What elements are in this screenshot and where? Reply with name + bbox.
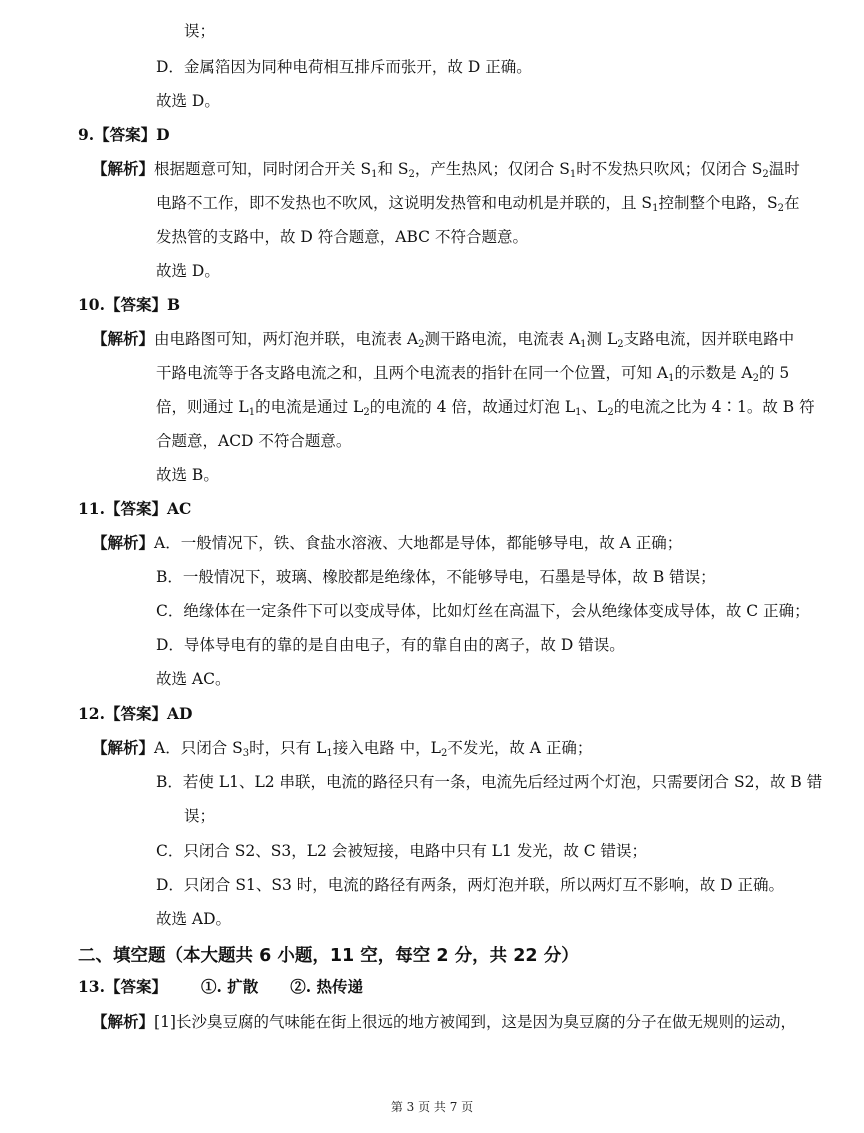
q9-analysis-line-1 xyxy=(92,158,800,180)
text: 接入电路 中，L xyxy=(332,739,441,757)
q10-analysis-line-4: 合题意，ACD 不符合题意。 xyxy=(156,432,352,450)
q9-analysis-line-2 xyxy=(156,192,799,214)
q11-option-b: B．一般情况下，玻璃、橡胶都是绝缘体，不能够导电，石墨是导体，故 B 错误； xyxy=(156,568,716,586)
q11-option-a xyxy=(92,532,682,554)
text: 的示数是 A xyxy=(674,364,753,382)
q10-analysis-tag: 【解析】 xyxy=(92,329,155,348)
q10-analysis-line-3 xyxy=(156,396,815,418)
page-footer: 第 3 页 共 7 页 xyxy=(390,1100,474,1114)
text: 温时 xyxy=(768,160,800,178)
q11-option-d: D．导体导电有的靠的是自由电子，有的靠自由的离子，故 D 错误。 xyxy=(156,636,625,654)
text: 的电流的 4 倍，故通过灯泡 L xyxy=(369,398,576,416)
q12-answer-heading: 12.【答案】AD xyxy=(78,704,193,723)
text: ，产生热风；仅闭合 S xyxy=(414,160,570,178)
text: 和 S xyxy=(377,160,409,178)
subscript: 2 xyxy=(752,373,759,384)
text: 测干路电流，电流表 A xyxy=(424,330,581,348)
q13-answer-2: ②. 热传递 xyxy=(290,977,364,996)
subscript: 1 xyxy=(580,339,587,350)
q13-analysis-line-1 xyxy=(92,1011,796,1033)
text: 测 L xyxy=(586,330,618,348)
subscript: 1 xyxy=(668,373,675,384)
text: 不发光，故 A 正确； xyxy=(447,739,593,757)
q8-continuation: 误； xyxy=(184,22,216,40)
q12-option-c: C．只闭合 S2、S3，L2 会被短接，电路中只有 L1 发光，故 C 错误； xyxy=(156,842,648,860)
text: 由电路图可知，两灯泡并联，电流表 A xyxy=(154,330,419,348)
text: 干路电流等于各支路电流之和，且两个电流表的指针在同一个位置，可知 A xyxy=(156,364,669,382)
text: 在 xyxy=(783,194,800,212)
subscript: 2 xyxy=(363,407,370,418)
q10-choose: 故选 B。 xyxy=(156,466,219,484)
subscript: 2 xyxy=(777,203,784,214)
text: 电路不工作，即不发热也不吹风，这说明发热管和电动机是并联的，且 S xyxy=(156,194,653,212)
text: 的 5 xyxy=(759,364,790,382)
text: 的电流之比为 4∶1。故 B 符 xyxy=(613,398,815,416)
subscript: 1 xyxy=(569,169,577,180)
q10-analysis-line-1 xyxy=(92,328,794,350)
q11-option-c: C．绝缘体在一定条件下可以变成导体，比如灯丝在高温下，会从绝缘体变成导体，故 C 正确； xyxy=(156,602,810,620)
q12-option-b-cont: 误； xyxy=(184,807,216,825)
section-heading: 二、填空题（本大题共 6 小题，11 空，每空 2 分，共 22 分） xyxy=(78,946,579,966)
q9-choose: 故选 D。 xyxy=(156,262,220,280)
text: 根据题意可知，同时闭合开关 S xyxy=(154,160,372,178)
subscript: 2 xyxy=(762,169,769,180)
subscript: 1 xyxy=(371,169,378,180)
subscript: 2 xyxy=(607,407,614,418)
text: A．只闭合 S xyxy=(154,739,243,757)
subscript: 2 xyxy=(408,169,415,180)
text: 时不发热只吹风；仅闭合 S xyxy=(576,160,763,178)
q9-analysis-line-3: 发热管的支路中，故 D 符合题意，ABC 不符合题意。 xyxy=(156,228,528,246)
q9-analysis-tag: 【解析】 xyxy=(92,159,155,178)
q8-choose: 故选 D。 xyxy=(156,92,220,110)
subscript: 1 xyxy=(248,407,256,418)
subscript: 1 xyxy=(652,203,659,214)
q10-answer-heading: 10.【答案】B xyxy=(78,295,181,314)
q11-analysis-tag: 【解析】 xyxy=(92,533,155,552)
q12-option-d: D．只闭合 S1、S3 时，电流的路径有两条，两灯泡并联，所以两灯互不影响，故 D 正确。 xyxy=(156,876,785,894)
text: 倍，则通过 L xyxy=(156,398,249,416)
q13-answer-row xyxy=(78,976,363,998)
text: 控制整个电路，S xyxy=(658,194,778,212)
subscript: 2 xyxy=(440,748,448,759)
subscript: 2 xyxy=(617,339,624,350)
q10-analysis-line-2 xyxy=(156,362,789,384)
subscript: 1 xyxy=(575,407,582,418)
q9-answer-heading: 9.【答案】D xyxy=(78,125,170,144)
q11-answer-heading: 11.【答案】AC xyxy=(78,499,192,518)
text: A．一般情况下，铁、食盐水溶液、大地都是导体，都能够导电，故 A 正确； xyxy=(154,534,683,552)
subscript: 3 xyxy=(242,748,250,759)
q13-answer-1: ①. 扩散 xyxy=(200,977,259,996)
subscript: 1 xyxy=(326,748,333,759)
text: 的电流是通过 L xyxy=(255,398,364,416)
text: 、L xyxy=(581,398,608,416)
q13-answer-heading: 13.【答案】 xyxy=(78,977,167,996)
q12-analysis-tag: 【解析】 xyxy=(92,738,155,757)
q12-choose: 故选 AD。 xyxy=(156,910,232,928)
text: [1]长沙臭豆腐的气味能在街上很远的地方被闻到，这是因为臭豆腐的分子在做无规则的运动， xyxy=(154,1013,796,1031)
text: 时，只有 L xyxy=(249,739,327,757)
q13-analysis-tag: 【解析】 xyxy=(92,1012,155,1031)
q11-choose: 故选 AC。 xyxy=(156,670,231,688)
q8-option-d: D．金属箔因为同种电荷相互排斥而张开，故 D 正确。 xyxy=(156,58,532,76)
text: 支路电流，因并联电路中 xyxy=(623,330,795,348)
subscript: 2 xyxy=(418,339,425,350)
q12-option-a xyxy=(92,737,592,759)
q12-option-b: B．若使 L1、L2 串联，电流的路径只有一条，电流先后经过两个灯泡，只需要闭合 S2，故 B 错 xyxy=(156,773,823,791)
